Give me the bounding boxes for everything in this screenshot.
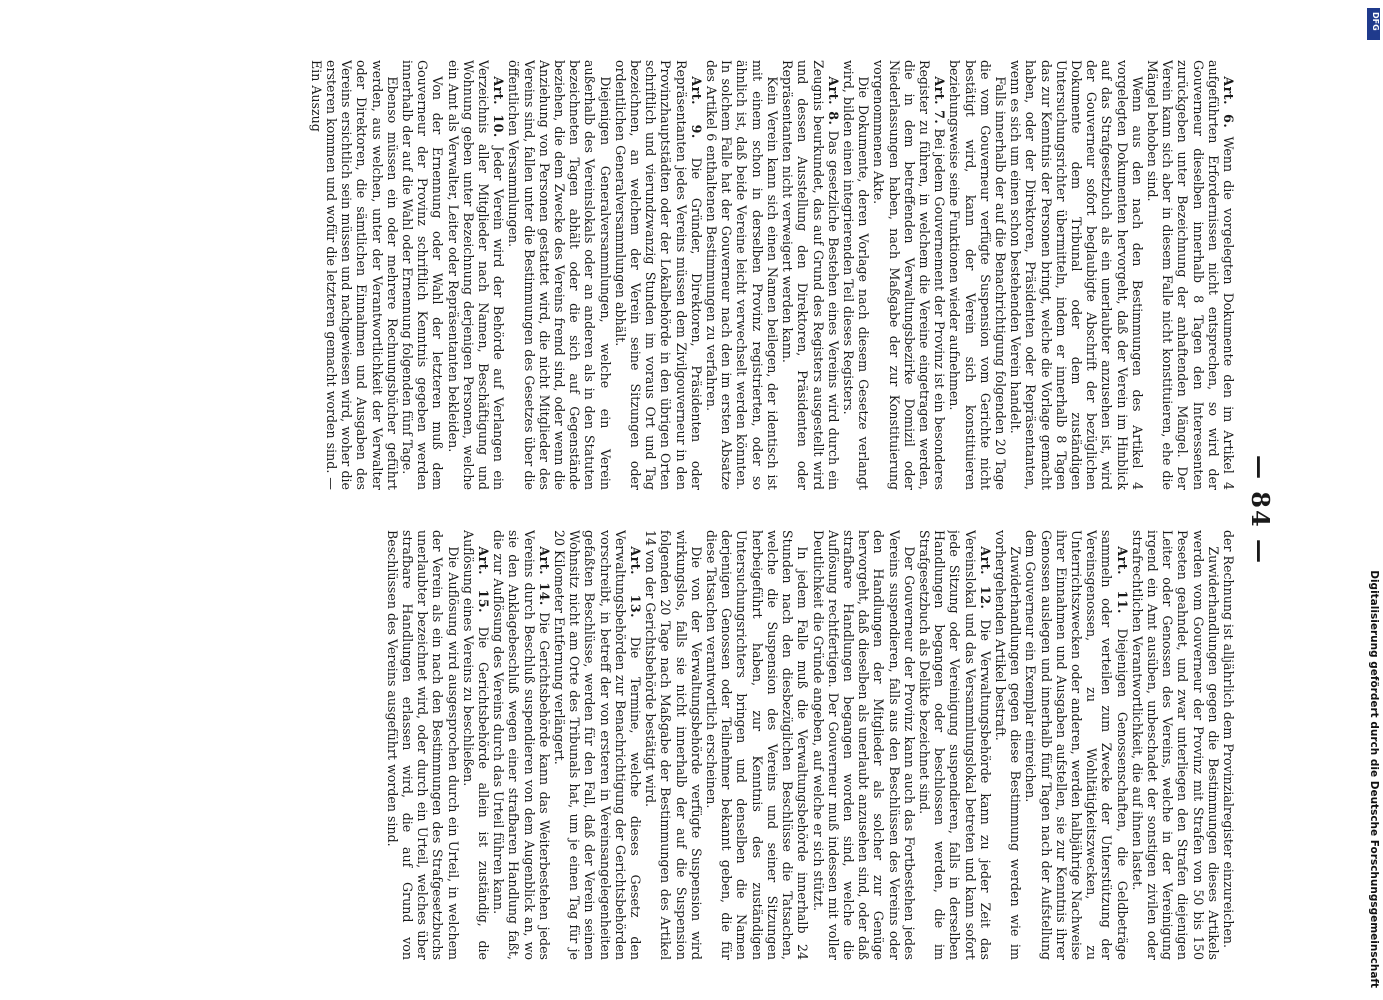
paragraph (461, 530, 491, 960)
paragraph (993, 530, 1023, 960)
paragraph-text: Die Termine, welche dieses Gesetz den Verwaltungsbehörden zur Benachrichtigung der Gerichtsbehörden vorschreibt, in betreff der von ersteren in Vereinsangelegenheiten gefaßten Beschlüsse, werden für den Fall, daß der Verein seinen Wohnsitz nicht am Orte des Tribunals hat, um je einen Tag für je 20 Kilometer Entfernung verlängert. (552, 530, 644, 960)
paragraph-text: Zuwiderhandlungen gegen die Bestimmungen dieses Artikels werden vom Gouverneur der Provinz mit Strafen von 50 bis 150 Peseten geahndet, und zwar unterliegen den Strafen diejenigen Leiter oder Genossen des Vereins, welche in der Vereinigung irgend ein Amt ausüben, unbeschadet der sonstigen zivilen oder strafrechtlichen Verantwortlichkeit, die auf ihnen lastet. (1129, 530, 1221, 960)
paragraph (309, 60, 400, 490)
paragraph-text: Die Gründer, Direktoren, Präsidenten oder Repräsentanten jedes Vereins müssen dem Zivilgouverneur in den Provinzhauptstädten oder der Lokalbehörde in den übrigen Orten schriftlich und vierundzwanzig Stunden im voraus Ort und Tag bezeichnen, an welchem der Verein seine Sitzungen oder ordentlichen Generalversammlungen abhält. (612, 60, 704, 490)
paragraph-text: Zuwiderhandlungen gegen diese Bestimmung werden wie im vorhergehenden Artikel bestraft. (992, 530, 1024, 960)
paragraph-text: Die Verwaltungsbehörde kann zu jeder Zeit das Vereinslokal und das Versammlungslokal betreten und kann sofort jede Sitzung oder Vereinigung suspendieren, falls in derselben Handlungen begangen oder beschlossen werden, die im Strafgesetzbuch als Delikte bezeichnet sind. (916, 530, 993, 960)
paragraph (552, 530, 643, 960)
paragraph (917, 530, 993, 960)
page-number: — 84 — (1246, 454, 1275, 566)
paragraph-text: Das gesetzliche Bestehen eines Vereins wird durch ein Zeugnis beurkundet, das auf Grund des Registers ausgestellt wird und dessen Ausstellung den Direktoren, Präsidenten oder Repräsentanten nicht verweigert werden kann. (780, 60, 841, 490)
paragraph (1145, 60, 1236, 490)
paragraph-text: Die von der Verwaltungsbehörde verfügte Suspension wird wirkungslos, falls sie nicht innerhalb der auf die Suspension folgenden 20 Tage nach Maßgabe der Bestimmungen des Artikel 14 von der Gerichtsbehörde bestätigt wird. (643, 530, 704, 960)
paragraph (400, 60, 446, 490)
article-label: Art. 7. (932, 76, 948, 125)
paragraph-text: Die Gerichtsbehörde kann das Weiterbestehen jedes Vereins durch Beschluß suspendieren von dem Augenblick an, wo sie den Anklagebeschluß wegen einer strafbaren Handlung faßt, die zur Auflösung des Vereins durch das Urteil führen kann. (491, 530, 552, 960)
article-label: Art. 6. (1221, 76, 1236, 129)
paragraph-text: Falls innerhalb der auf die Benachrichtigung folgenden 20 Tage die vom Gouverneur verfügte Suspension vom Gerichte nicht bestätigt wird, kann der Verein sich konstituieren beziehungsweise seine Funktionen wieder aufnehmen. (947, 60, 1008, 490)
paragraph (871, 60, 947, 490)
paragraph (704, 530, 810, 960)
paragraph (841, 60, 871, 490)
digitization-credit: Digitalisierung gefördert durch die Deutsche Forschungsgemeinschaft (1368, 570, 1380, 988)
paragraph-text: Jeder Verein wird der Behörde auf Verlangen ein Verzeichnis aller Mitglieder nach Namen, Beschäftigung und Wohnung geben unter Bezeichnung derjenigen Personen, welche ein Amt als Verwalter, Leiter oder Repräsentanten bekleiden. (445, 60, 507, 490)
paragraph (810, 530, 916, 960)
paragraph (947, 60, 1008, 490)
paragraph-text: Die Auflösung wird ausgesprochen durch ein Urteil, in welchem der Verein als ein nach den Bestimmungen des Strafgesetzbuchs unerlaubter bezeichnet wird, oder durch ein Urteil, welches über strafbare Handlungen erlassen wird, die auf Grund von Beschlüssen des Vereins ausgeführt worden sind. (384, 530, 461, 960)
paragraph (613, 60, 704, 490)
paragraph (780, 60, 841, 490)
paragraph (506, 60, 612, 490)
paragraph (385, 530, 461, 960)
dfg-logo-text: DFG (1371, 12, 1380, 31)
paragraph (704, 60, 780, 490)
paragraph-text: In jedem Falle muß die Verwaltungsbehörde innerhalb 24 Stunden nach den diesbezüglichen Beschlüsse die Tatsachen, welche die Suspension des Vereins und seiner Sitzungen herbeigeführt haben, zur Kenntnis des zuständigen Untersuchungsrichters bringen und denselben die Namen derjenigen Genossen oder Teilnehmer bekannt geben, die für diese Tatsachen verantwortlich erscheinen. (704, 530, 811, 960)
article-label: Art. 14. (536, 546, 552, 606)
paragraph-text: Von der Ernennung oder Wahl der letzteren muß dem Gouverneur der Provinz schriftlich Kenntnis gegeben werden innerhalb der auf die Wahl oder Ernennung folgenden fünf Tage. (400, 60, 446, 490)
right-text-column (106, 530, 1236, 960)
article-label: Art. 12. (977, 546, 993, 610)
paragraph-text: Wenn die vorgelegten Dokumente den im Artikel 4 aufgeführten Erfordernissen nicht entsprechen, so wird der Gouverneur dieselben innerhalb 8 Tagen den Interessenten zurückgeben unter Bezeichnung der anhaftenden Mängel. Der Verein kann sich aber in diesem Falle nicht konstituieren, ehe die Mängel behoben sind. (1144, 60, 1236, 490)
article-label: Art. 15. (476, 546, 492, 613)
paragraph (643, 530, 704, 960)
paragraph-text: Die Gerichtsbehörde allein ist zuständig, die Auflösung eines Vereins zu beschließen. (460, 530, 492, 960)
paragraph-text: Diejenigen Generalversammlungen, welche ein Verein außerhalb des Vereinslokals oder an anderen als in den Statuten bezeichneten Tagen abhält oder die sich auf Gegenstände beziehen, die dem Zwecke des Vereins fremd sind, oder wenn die Anziehung von Personen gestattet wird, die nicht Mitglieder des Vereins sind, fallen unter die Bestimmungen des Gesetzes über die öffentlichen Versammlungen. (506, 60, 613, 490)
paragraph (1008, 60, 1145, 490)
paragraph (1221, 530, 1236, 960)
paragraph-text: Diejenigen Genossenschaften, die Geldbeträge sammeln oder verteilen zum Zwecke der Unterstützung der Vereinsgenossen, zu Wohltätigkeitszwecken, zu Unterrichtszwecken oder anderen, werden halbjährige Nachweise ihrer Einnahmen und Ausgaben aufstellen, sie zur Kenntnis ihrer Genossen auslegen und innerhalb fünf Tagen nach der Aufstellung dem Gouverneur ein Exemplar einreichen. (1023, 530, 1130, 960)
article-label: Art. 10. (491, 76, 507, 138)
paragraph-text: der Rechnung ist alljährlich dem Provinzialregister einzureichen. (1221, 530, 1236, 949)
paragraph (1130, 530, 1221, 960)
paragraph-text: Bei jedem Gouvernement der Provinz ist ein besonderes Register zu führen, in welchem die Vereine eingetragen werden, die in dem betreffenden Verwaltungsbezirke Domizil oder Niederlassungen haben, nach Maßgabe der zur Konstituierung vorgenommenen Akte. (871, 60, 948, 490)
article-label: Art. 8. (825, 76, 841, 126)
article-label: Art. 9. (688, 76, 704, 139)
paragraph-text: Ebenso müssen ein oder mehrere Rechnungsbücher geführt werden, aus welchen, unter der Verantwortlichkeit der Verwalter oder Direktoren, die sämtlichen Einnahmen und Ausgaben des Vereins ersichtlich sein müssen und nachgewiesen wird, woher die ersteren kommen und wofür die letzteren gemacht worden sind. — Ein Auszug (308, 60, 400, 490)
rotated-page-content (100, 60, 1280, 960)
paragraph (1023, 530, 1129, 960)
paragraph-text: Wenn aus den nach den Bestimmungen des Artikel 4 vorgelegten Dokumenten hervorgeht, daß der Verein im Hinblick auf das Strafgesetzbuch als ein unerlaubter anzusehen ist, wird der Gouverneur sofort beglaubigte Abschrift der bezüglichen Dokumente dem Tribunal oder dem zuständigen Untersuchungsrichter übermitteln, indem er innerhalb 8 Tagen das zur Kenntnis der Personen bringt, welche die Vorlage gemacht haben, oder der Direktoren, Präsidenten oder Repräsentanten, wenn es sich um einen schon bestehenden Verein handelt. (1008, 60, 1145, 490)
article-label: Art. 11. (1114, 546, 1130, 614)
article-label: Art. 13. (628, 546, 644, 619)
paragraph-text: Die Dokumente, deren Vorlage nach diesem Gesetze verlangt wird, bilden einen integrierenden Teil dieses Registers. (840, 60, 872, 490)
paragraph-text: Kein Verein kann sich einen Namen beilegen, der identisch ist mit einem schon in derselben Provinz registrierten, oder so ähnlich ist, daß beide Vereine leicht verwechselt werden könnten. In solchem Falle hat der Gouverneur nach den im ersten Absatze des Artikel 6 enthaltenen Bestimmungen zu verfahren. (704, 60, 780, 490)
left-text-column (106, 60, 1236, 490)
paragraph (491, 530, 552, 960)
paragraph (445, 60, 506, 490)
paragraph-text: Der Gouverneur der Provinz kann auch das Fortbestehen jedes Vereins suspendieren, falls aus den Beschlüssen des Vereins oder den Handlungen der Mitglieder als solcher zur Genüge hervorgeht, daß dieselben als unerlaubt anzusehen sind, oder daß strafbare Handlungen begangen worden sind, welche die Auflösung rechtfertigen. Der Gouverneur muß indessen mit voller Deutlichkeit die Gründe angeben, auf welche er sich stützt. (810, 530, 917, 960)
